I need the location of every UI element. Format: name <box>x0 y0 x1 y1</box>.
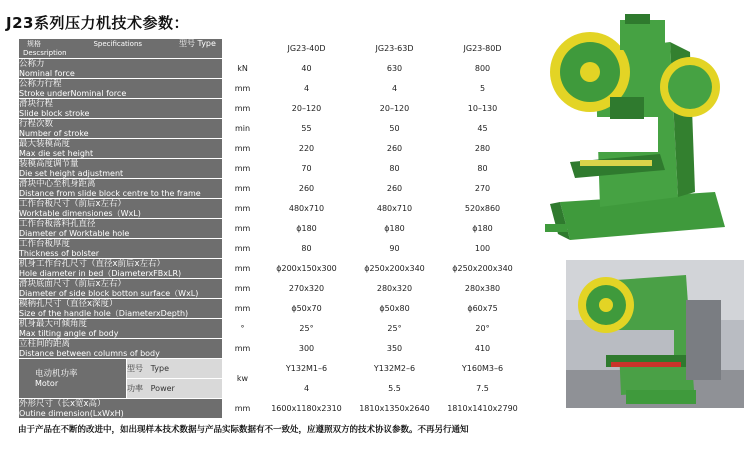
param-label <box>19 259 223 279</box>
param-label <box>19 219 223 239</box>
unit-cell: mm <box>223 199 263 219</box>
model-header: JG23-63D <box>351 39 439 59</box>
value-cell: 45 <box>439 119 527 139</box>
param-label <box>19 359 127 399</box>
param-label-en: Number of stroke <box>19 128 89 138</box>
value-cell: 280 <box>439 139 527 159</box>
value-cell: 70 <box>263 159 351 179</box>
unit-cell: mm <box>223 239 263 259</box>
value-cell: 630 <box>351 59 439 79</box>
param-label-zh: 工作台板厚度 <box>19 238 71 249</box>
table-row <box>19 339 527 359</box>
param-label <box>19 239 223 259</box>
unit-cell: mm <box>223 99 263 119</box>
param-label-en: Diameter of side block botton surface（WxL) <box>19 288 199 298</box>
param-label-en: Worktable dimensiones（WxL) <box>19 208 141 218</box>
param-label <box>19 199 223 219</box>
spec-label-en2: Specifications <box>93 40 143 48</box>
table-row <box>19 59 527 79</box>
param-label-en: Slide block stroke <box>19 108 90 118</box>
value-cell: ϕ60x75 <box>439 299 527 319</box>
motor-type-en: Type <box>150 364 170 373</box>
unit-cell: ° <box>223 319 263 339</box>
value-cell: 4 <box>263 79 351 99</box>
value-cell: 50 <box>351 119 439 139</box>
motor-power-en: Power <box>150 384 175 393</box>
value-cell: 1810x1410x2790 <box>439 399 527 419</box>
unit-cell: mm <box>223 339 263 359</box>
value-cell: 25° <box>263 319 351 339</box>
value-cell: 300 <box>263 339 351 359</box>
param-label <box>19 279 223 299</box>
table-row <box>19 199 527 219</box>
unit-cell: min <box>223 119 263 139</box>
unit-cell: mm <box>223 159 263 179</box>
value-cell: ϕ200x150x300 <box>263 259 351 279</box>
table-row <box>19 299 527 319</box>
unit-cell: kN <box>223 59 263 79</box>
value-cell: 1810x1350x2640 <box>351 399 439 419</box>
param-label-en: Die set height adjustment <box>19 168 124 178</box>
param-label-zh: 滑块中心至机身距离 <box>19 178 96 189</box>
value-cell: 1600x1180x2310 <box>263 399 351 419</box>
value-cell: 25° <box>351 319 439 339</box>
unit-cell: mm <box>223 259 263 279</box>
param-label-zh: 机身最大可倾角度 <box>19 318 88 329</box>
value-cell: 40 <box>263 59 351 79</box>
value-cell: 80 <box>439 159 527 179</box>
param-label-zh: 工作台板尺寸（前后x左右） <box>19 198 127 209</box>
page-title: J23系列压力机技术参数： <box>6 14 189 32</box>
motor-type-zh: 型号 <box>127 364 143 373</box>
footnote: 由于产品在不断的改进中，如出现样本技术数据与产品实际数据有不一致处，应遵照双方的技术协议参数。不再另行通知 <box>18 425 469 435</box>
param-label-zh: 电动机功率 <box>35 368 78 379</box>
param-label-zh: 模柄孔尺寸（直径x深度） <box>19 298 118 309</box>
motor-power-label <box>127 379 223 399</box>
value-cell: 270x320 <box>263 279 351 299</box>
param-label-en: Motor <box>35 378 59 388</box>
unit-cell: mm <box>223 79 263 99</box>
model-header: JG23-80D <box>439 39 527 59</box>
param-label-en: Nominal force <box>19 68 75 78</box>
value-cell: 55 <box>263 119 351 139</box>
value-cell: 280x380 <box>439 279 527 299</box>
table-row <box>19 319 527 339</box>
value-cell: Y132M2–6 <box>351 359 439 379</box>
table-row <box>19 239 527 259</box>
param-label <box>19 299 223 319</box>
value-cell: 800 <box>439 59 527 79</box>
value-cell: ϕ50x70 <box>263 299 351 319</box>
value-cell: 350 <box>351 339 439 359</box>
motor-type-label <box>127 359 223 379</box>
value-cell: 10–130 <box>439 99 527 119</box>
table-row <box>19 179 527 199</box>
header-row <box>19 39 527 59</box>
value-cell: 220 <box>263 139 351 159</box>
value-cell: 7.5 <box>439 379 527 399</box>
header-label-cell <box>19 39 223 59</box>
motor-unit-cell: kw <box>223 359 263 399</box>
param-label-zh: 机身工作台孔尺寸（直径x前后x左右） <box>19 258 166 269</box>
value-cell: 100 <box>439 239 527 259</box>
param-label <box>19 159 223 179</box>
param-label-en: Max tilting angle of body <box>19 328 119 338</box>
header-unit-cell <box>223 39 263 59</box>
value-cell: 270 <box>439 179 527 199</box>
motor-power-zh: 功率 <box>127 384 143 393</box>
factory-press-photo <box>566 260 744 408</box>
value-cell: 20–120 <box>351 99 439 119</box>
param-label <box>19 399 223 419</box>
value-cell: 90 <box>351 239 439 259</box>
value-cell: ϕ250x200x340 <box>439 259 527 279</box>
table-row <box>19 139 527 159</box>
param-label <box>19 319 223 339</box>
value-cell: 5.5 <box>351 379 439 399</box>
param-label-en: Size of the handle hole（DiameterxDepth) <box>19 308 189 318</box>
param-label-zh: 外形尺寸（长x宽x高） <box>19 398 106 409</box>
value-cell: Y132M1–6 <box>263 359 351 379</box>
value-cell: 280x320 <box>351 279 439 299</box>
value-cell: 410 <box>439 339 527 359</box>
unit-cell: mm <box>223 139 263 159</box>
type-label-en: Type <box>197 39 216 48</box>
value-cell: ϕ180 <box>439 219 527 239</box>
value-cell: ϕ250x200x340 <box>351 259 439 279</box>
spec-label-zh: 规格 <box>27 40 41 48</box>
param-label-en: Max die set height <box>19 148 94 158</box>
spec-table <box>18 38 527 419</box>
param-label-en: Distance from slide block centre to the frame <box>19 188 201 198</box>
param-label <box>19 59 223 79</box>
param-label-en: Outine dimension(LxWxH) <box>19 408 124 418</box>
value-cell: 80 <box>263 239 351 259</box>
param-label <box>19 339 223 359</box>
type-label-zh: 型号 <box>179 39 195 48</box>
param-label-en: Stroke underNominal force <box>19 88 127 98</box>
param-label <box>19 139 223 159</box>
value-cell: 260 <box>351 139 439 159</box>
value-cell: 4 <box>263 379 351 399</box>
unit-cell: mm <box>223 279 263 299</box>
model-header: JG23-40D <box>263 39 351 59</box>
spec-label-en: Descsription <box>23 49 67 57</box>
param-label <box>19 79 223 99</box>
param-label-zh: 滑块行程 <box>19 98 54 109</box>
param-label-zh: 公称力行程 <box>19 78 62 89</box>
table-row <box>19 279 527 299</box>
value-cell: 5 <box>439 79 527 99</box>
value-cell: 80 <box>351 159 439 179</box>
table-row <box>19 219 527 239</box>
unit-cell: mm <box>223 399 263 419</box>
value-cell: ϕ180 <box>263 219 351 239</box>
table-row <box>19 159 527 179</box>
unit-cell: mm <box>223 299 263 319</box>
param-label-en: Hole diameter in bed（DiameterxFBxLR) <box>19 268 182 278</box>
value-cell: 260 <box>263 179 351 199</box>
value-cell: ϕ50x80 <box>351 299 439 319</box>
param-label-zh: 行程次数 <box>19 118 54 129</box>
param-label-en: Diameter of Worktable hole <box>19 228 130 238</box>
param-label-en: Thickness of bolster <box>19 248 100 258</box>
param-label-en: Distance between columns of body <box>19 348 160 358</box>
value-cell: 260 <box>351 179 439 199</box>
unit-cell: mm <box>223 179 263 199</box>
value-cell: 20° <box>439 319 527 339</box>
param-label-zh: 立柱间的距离 <box>19 338 71 349</box>
param-label <box>19 179 223 199</box>
param-label-zh: 工作台板落料孔直径 <box>19 218 96 229</box>
param-label-zh: 最大装模高度 <box>19 138 71 149</box>
unit-cell: mm <box>223 219 263 239</box>
value-cell: 4 <box>351 79 439 99</box>
press-machine-photo <box>540 12 740 244</box>
value-cell: 20–120 <box>263 99 351 119</box>
param-label <box>19 119 223 139</box>
param-label <box>19 99 223 119</box>
value-cell: ϕ180 <box>351 219 439 239</box>
outline-row <box>19 399 527 419</box>
table-row <box>19 79 527 99</box>
motor-type-row <box>19 359 527 379</box>
table-row <box>19 119 527 139</box>
param-label-zh: 滑块底面尺寸（前后x左右） <box>19 278 127 289</box>
value-cell: Y160M3–6 <box>439 359 527 379</box>
value-cell: 480x710 <box>351 199 439 219</box>
value-cell: 520x860 <box>439 199 527 219</box>
table-row <box>19 99 527 119</box>
param-label-zh: 装模高度调节量 <box>19 158 79 169</box>
table-row <box>19 259 527 279</box>
value-cell: 480x710 <box>263 199 351 219</box>
param-label-zh: 公称力 <box>19 58 45 69</box>
